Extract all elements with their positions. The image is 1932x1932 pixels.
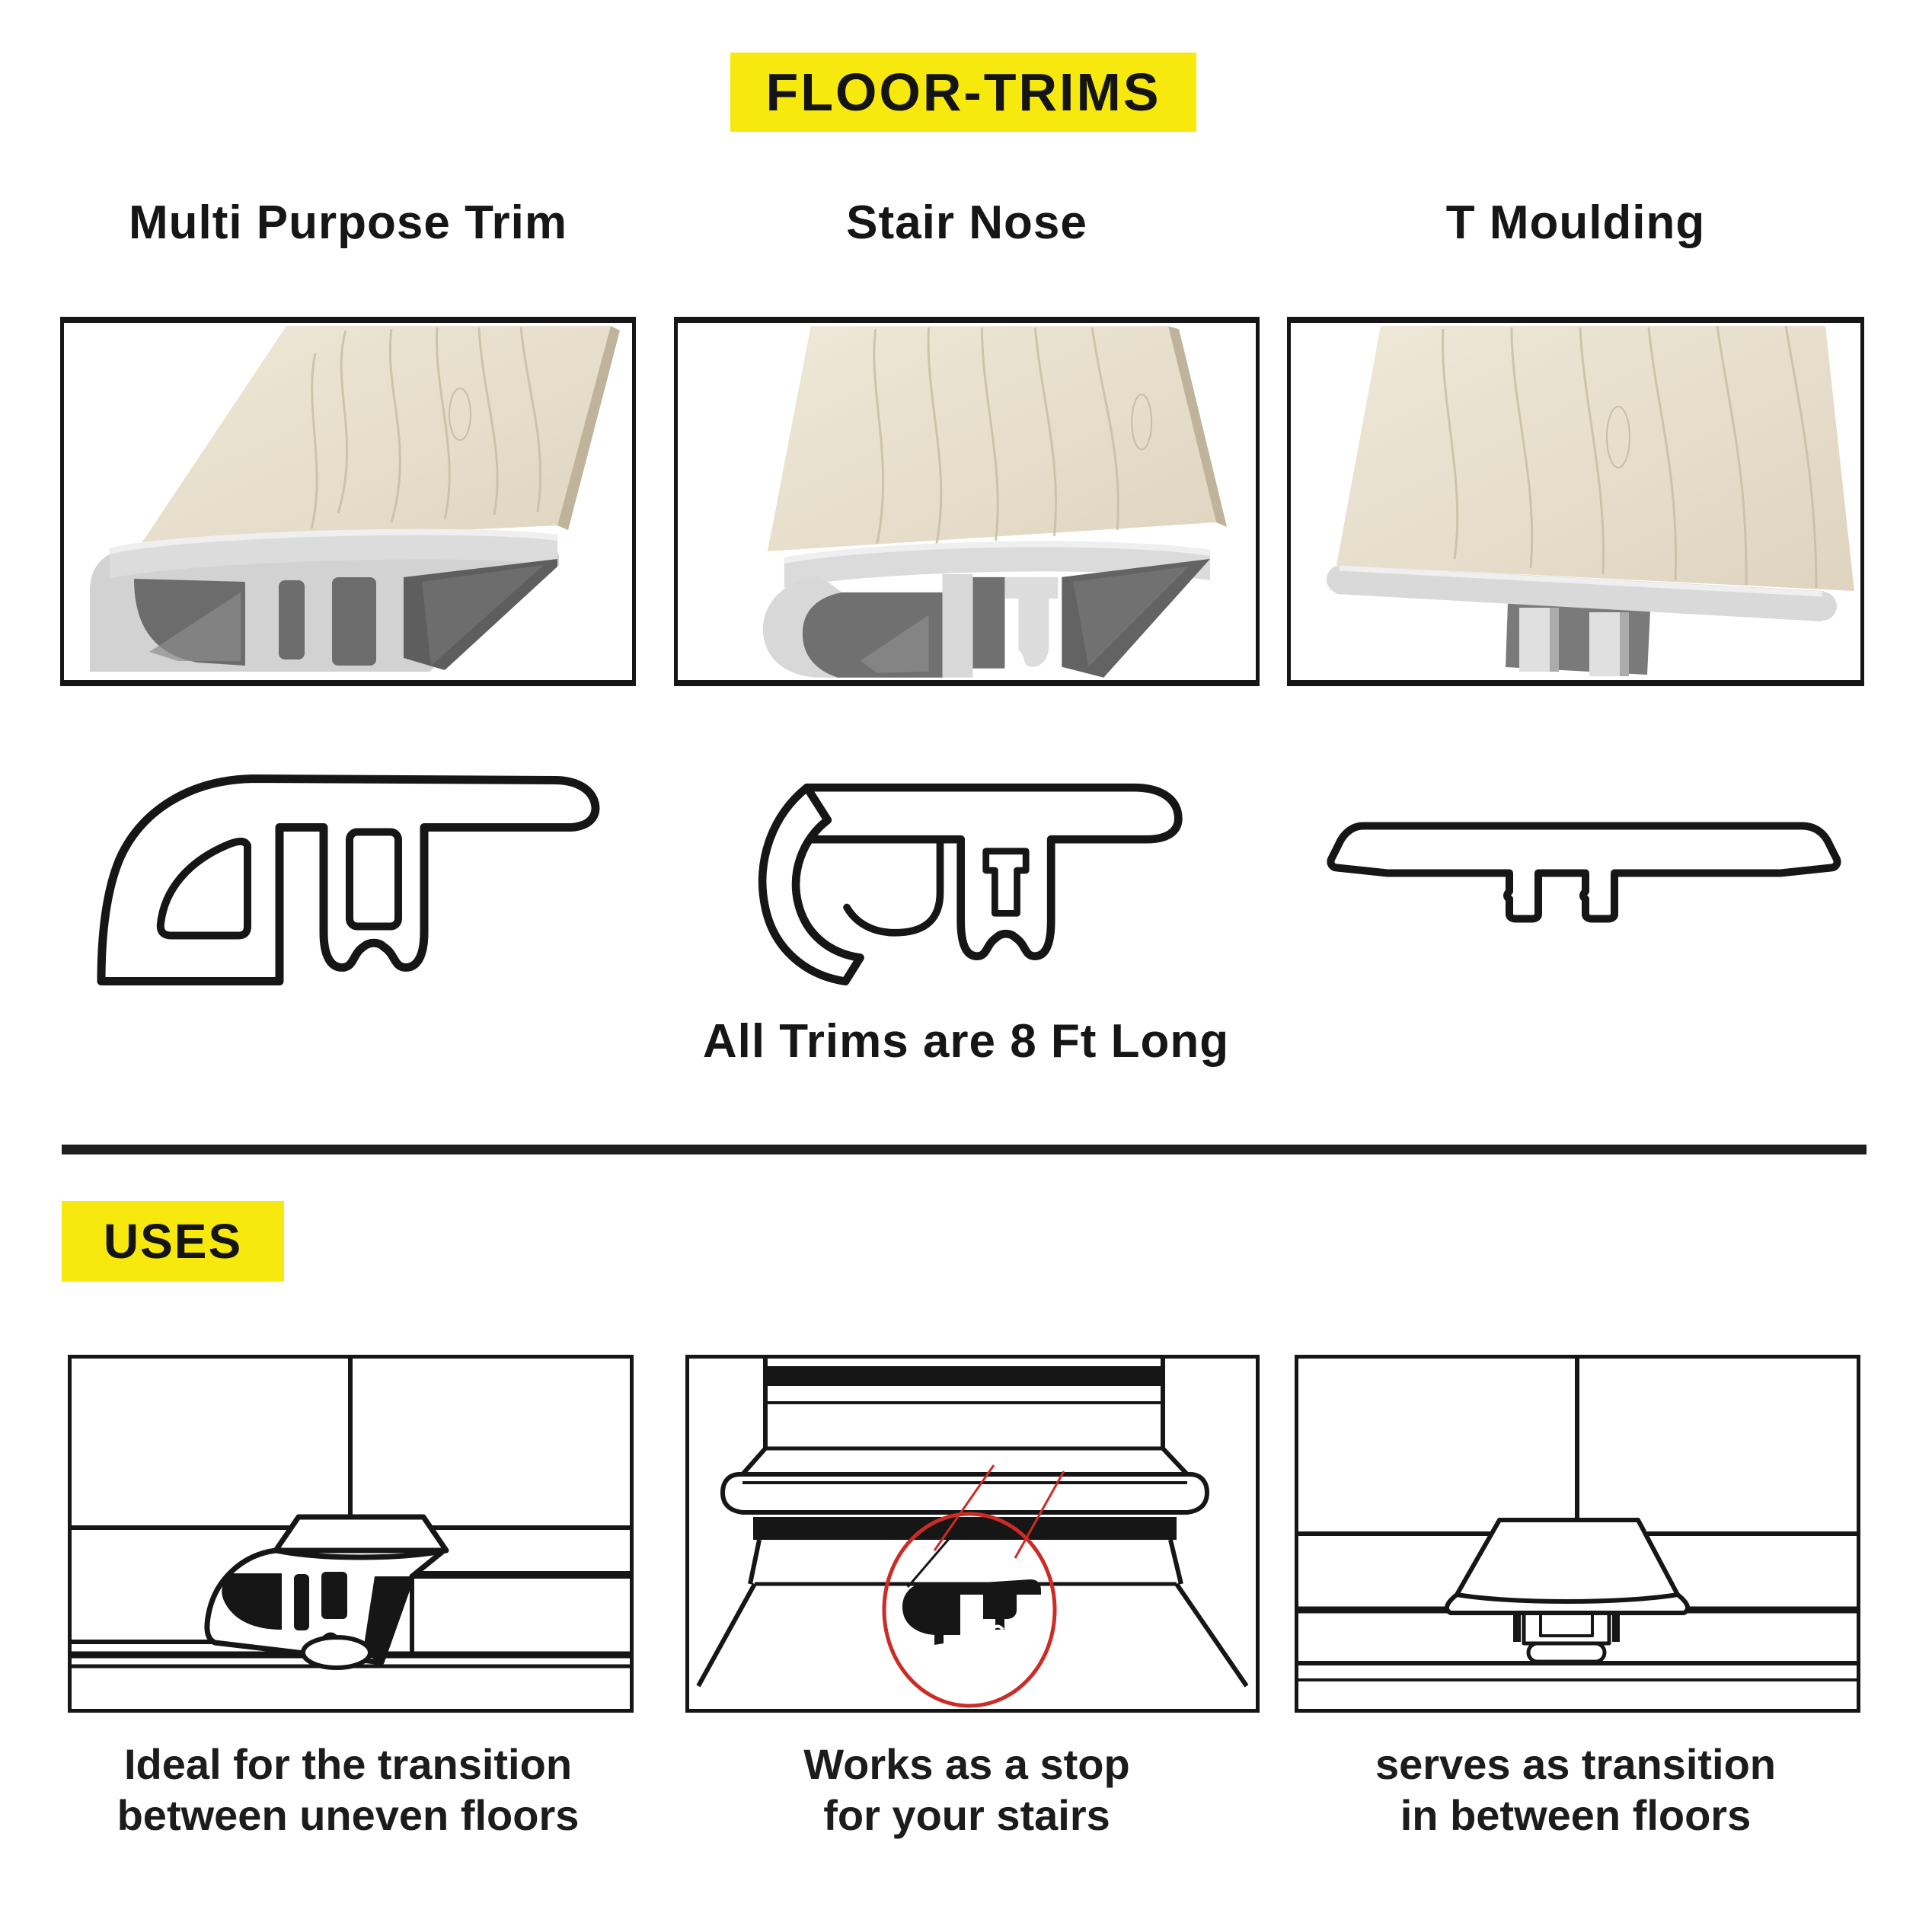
product-header-t-moulding bbox=[1287, 192, 1864, 253]
product-name: T Moulding bbox=[1445, 196, 1706, 249]
uneven-floor-transition-icon bbox=[72, 1359, 630, 1709]
product-header-multi-purpose-trim bbox=[60, 192, 636, 253]
multi-purpose-trim-profile-icon bbox=[72, 735, 605, 998]
stair-nose-photo-box bbox=[674, 317, 1260, 686]
t-moulding-3d-icon bbox=[1291, 323, 1860, 680]
caption-line: for your stairs bbox=[823, 1791, 1110, 1840]
stair-nose-profile-icon bbox=[720, 740, 1237, 999]
product-header-stair-nose bbox=[674, 192, 1260, 253]
stair-stop-box bbox=[685, 1355, 1260, 1713]
t-moulding-profile-drawing bbox=[1317, 773, 1851, 963]
stair-nose-3d-icon bbox=[678, 323, 1256, 680]
caption-stair-nose bbox=[674, 1739, 1260, 1841]
caption-t-moulding bbox=[1287, 1739, 1864, 1841]
page-title-label: FLOOR-TRIMS bbox=[765, 62, 1161, 122]
product-name: Multi Purpose Trim bbox=[128, 196, 568, 249]
caption-multi-purpose-trim bbox=[60, 1739, 636, 1841]
page-title bbox=[730, 53, 1196, 132]
caption-line: serves as transition bbox=[1375, 1740, 1777, 1788]
uneven-floor-transition-box bbox=[68, 1355, 634, 1713]
t-moulding-photo-box bbox=[1287, 317, 1864, 686]
floor-transition-box bbox=[1295, 1355, 1860, 1713]
stair-nose-profile-drawing bbox=[720, 740, 1237, 999]
caption-line: in between floors bbox=[1400, 1791, 1752, 1840]
floor-transition-icon bbox=[1298, 1359, 1857, 1709]
caption-line: Ideal for the transition bbox=[123, 1740, 573, 1788]
caption-line: between uneven floors bbox=[117, 1791, 580, 1840]
caption-line: Works as a stop bbox=[803, 1740, 1130, 1788]
trim-length-note bbox=[0, 1014, 1932, 1068]
t-moulding-profile-icon bbox=[1317, 773, 1851, 963]
multi-purpose-trim-photo-box bbox=[60, 317, 636, 686]
multi-purpose-trim-3d-icon bbox=[64, 323, 632, 680]
uses-section-title bbox=[62, 1201, 284, 1282]
stair-stop-icon bbox=[689, 1359, 1256, 1709]
trim-length-note-label: All Trims are 8 Ft Long bbox=[702, 1015, 1230, 1068]
section-divider bbox=[62, 1145, 1867, 1154]
product-name: Stair Nose bbox=[846, 196, 1087, 249]
multi-purpose-trim-profile-drawing bbox=[72, 735, 605, 998]
uses-label: USES bbox=[103, 1214, 243, 1269]
